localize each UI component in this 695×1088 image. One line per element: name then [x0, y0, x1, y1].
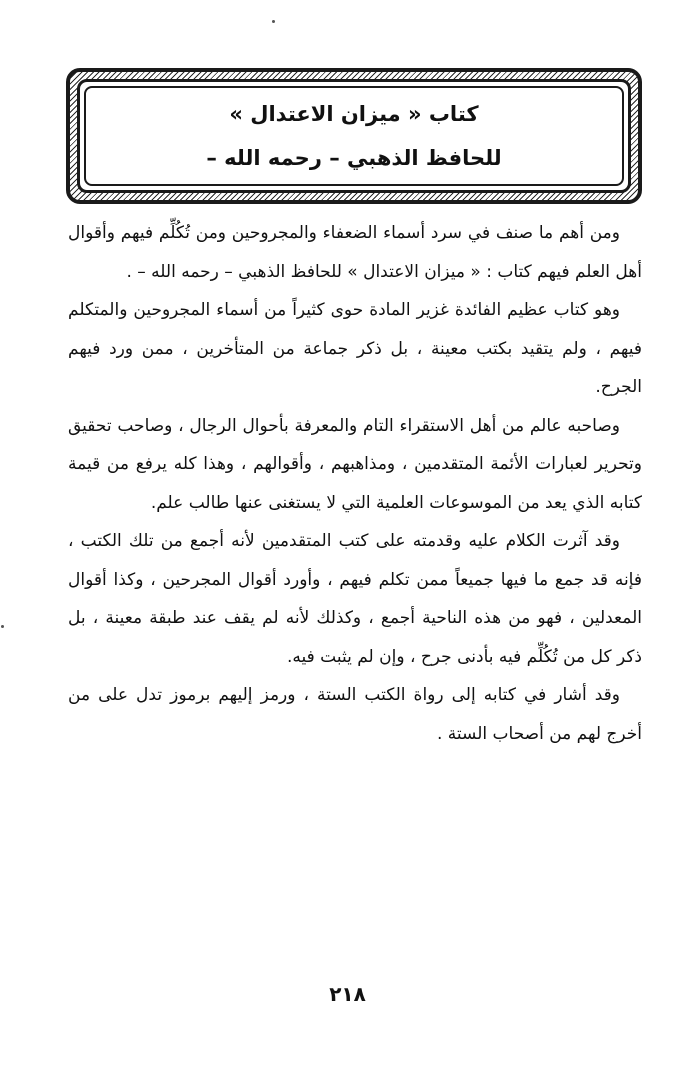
- page-number: ٢١٨: [329, 982, 366, 1006]
- paragraph-3: وصاحبه عالم من أهل الاستقراء التام والمعرفة بأحوال الرجال ، وصاحب تحقيق وتحرير لعبارات الأئمة المتقدمين ، ومذاهبهم ، وأقوالهم ، وهذا كله يرفع من قيمة كتابه الذي يعد من الموسوعات العلمية التي لا يستغنى عنها طالب علم.: [68, 415, 642, 513]
- paragraph-2: وهو كتاب عظيم الفائدة غزير المادة حوى كثيراً من أسماء المجروحين والمتكلم فيهم ، ولم يتقيد بكتب معينة ، بل ذكر جماعة من المتأخرين ، ممن ورد فيهم الجرح.: [68, 300, 642, 397]
- title-line-2: للحافظ الذهبي – رحمه الله –: [206, 146, 502, 170]
- title-line-1: كتاب « ميزان الاعتدال »: [229, 102, 479, 126]
- scan-speck: [1, 625, 4, 628]
- paragraph-5: وقد أشار في كتابه إلى رواة الكتب الستة ، ورمز إليهم برموز تدل على من أخرج لهم من أصحاب الستة .: [68, 685, 642, 744]
- paragraph-4: وقد آثرت الكلام عليه وقدمته على كتب المتقدمين لأنه أجمع من تلك الكتب ، فإنه قد جمع ما فيها جميعاً ممن تكلم فيهم ، وأورد أقوال المجرحين ، وكذا أقوال المعدلين ، فهو من هذه الناحية أجمع ، وكذلك لأنه لم يقف عند طبقة معينة ، بل ذكر كل من تُكُلِّم فيه بأدنى جرح ، وإن لم يثبت فيه.: [68, 531, 642, 667]
- paragraph-1: ومن أهم ما صنف في سرد أسماء الضعفاء والمجروحين ومن تُكُلِّم فيهم وأقوال أهل العلم فيهم كتاب : « ميزان الاعتدال » للحافظ الذهبي – رحمه الله – .: [68, 223, 642, 282]
- scan-speck: [272, 20, 275, 23]
- title-box: [84, 86, 624, 186]
- title-frame: [66, 68, 642, 204]
- body-text: [68, 214, 642, 753]
